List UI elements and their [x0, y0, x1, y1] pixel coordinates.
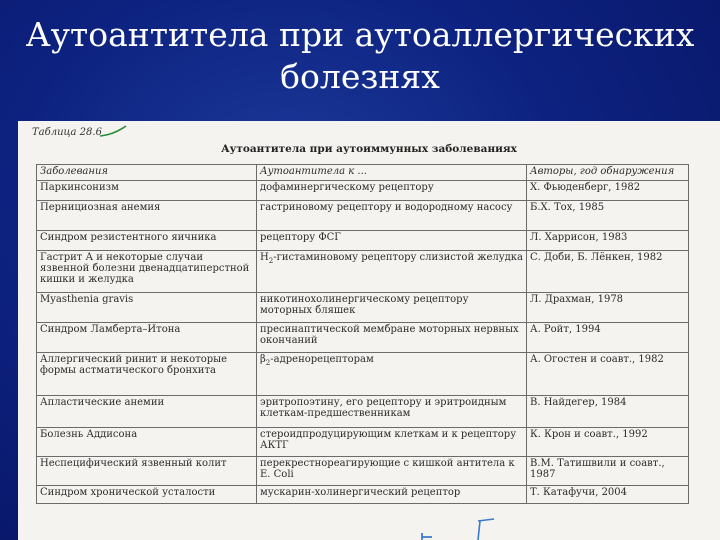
cell-disease: Синдром резистентного яичника: [37, 231, 257, 251]
cell-author: В. Найдегер, 1984: [527, 396, 689, 428]
table-row: [37, 231, 689, 251]
cell-author: А. Ройт, 1994: [527, 323, 689, 353]
cell-autoantibody: $Н_2$-гистаминовому рецептору слизистой желудка: [257, 251, 527, 293]
cell-autoantibody: перекрестнореагирующие с кишкой антитела к E. Coli: [257, 457, 527, 486]
cell-autoantibody: стероидпродуцирующим клеткам и к рецептору АКТГ: [257, 428, 527, 457]
cell-author: Х. Фьюденберг, 1982: [527, 181, 689, 201]
table-row: [37, 293, 689, 323]
cell-autoantibody: рецептору ФСГ: [257, 231, 527, 251]
cell-disease: Myasthenia gravis: [37, 293, 257, 323]
table-title: Аутоантитела при аутоиммунных заболеваниях: [221, 143, 517, 155]
slide-title-line-2: болезнях: [280, 57, 440, 96]
cell-autoantibody: гастриновому рецептору и водородному насосу: [257, 201, 527, 231]
cell-author: К. Крон и соавт., 1992: [527, 428, 689, 457]
autoantibody-table: [36, 164, 689, 504]
header-disease: Заболевания: [37, 165, 257, 181]
header-autoantibodies: Аутоантитела к ...: [257, 165, 527, 181]
header-authors: Авторы, год обнаружения: [527, 165, 689, 181]
cell-author: Т. Катафучи, 2004: [527, 486, 689, 504]
table-row: [37, 201, 689, 231]
table-row: [37, 323, 689, 353]
cell-autoantibody: дофаминергическому рецептору: [257, 181, 527, 201]
slide-title: [0, 14, 720, 98]
slide-title-line-1: Аутоантитела при аутоаллергических: [25, 15, 695, 54]
cell-disease: Гастрит А и некоторые случаи язвенной болезни двенадцатиперстной кишки и желудка: [37, 251, 257, 293]
cell-disease: Аллергический ринит и некоторые формы астматического бронхита: [37, 353, 257, 396]
cell-disease: Синдром Ламберта–Итона: [37, 323, 257, 353]
cell-autoantibody: эритропоэтину, его рецептору и эритроидным клеткам-предшественникам: [257, 396, 527, 428]
handwritten-bracket-icon: [418, 507, 498, 540]
scanned-table-image: [18, 121, 720, 540]
cell-disease: Пернициозная анемия: [37, 201, 257, 231]
table-row: [37, 181, 689, 201]
cell-disease: Болезнь Аддисона: [37, 428, 257, 457]
table-row: [37, 457, 689, 486]
table-header-row: [37, 165, 689, 181]
cell-disease: Неспецифический язвенный колит: [37, 457, 257, 486]
table-caption: Таблица 28.6: [32, 127, 102, 138]
cell-author: Л. Харрисон, 1983: [527, 231, 689, 251]
cell-author: Л. Драхман, 1978: [527, 293, 689, 323]
table-row: [37, 486, 689, 504]
cell-author: С. Доби, Б. Лёнкен, 1982: [527, 251, 689, 293]
cell-disease: Синдром хронической усталости: [37, 486, 257, 504]
handwritten-mark-icon: [98, 123, 128, 139]
table-row: [37, 428, 689, 457]
cell-author: Б.Х. Тох, 1985: [527, 201, 689, 231]
cell-autoantibody: никотинохолинергическому рецептору моторных бляшек: [257, 293, 527, 323]
table-row: [37, 353, 689, 396]
table-row: [37, 251, 689, 293]
cell-autoantibody: пресинаптической мембране моторных нервных окончаний: [257, 323, 527, 353]
cell-autoantibody: $\beta_2$-адренорецепторам: [257, 353, 527, 396]
table-row: [37, 396, 689, 428]
cell-author: А. Огостен и соавт., 1982: [527, 353, 689, 396]
cell-autoantibody: мускарин-холинергический рецептор: [257, 486, 527, 504]
cell-author: В.М. Татишвили и соавт., 1987: [527, 457, 689, 486]
cell-disease: Апластические анемии: [37, 396, 257, 428]
cell-disease: Паркинсонизм: [37, 181, 257, 201]
